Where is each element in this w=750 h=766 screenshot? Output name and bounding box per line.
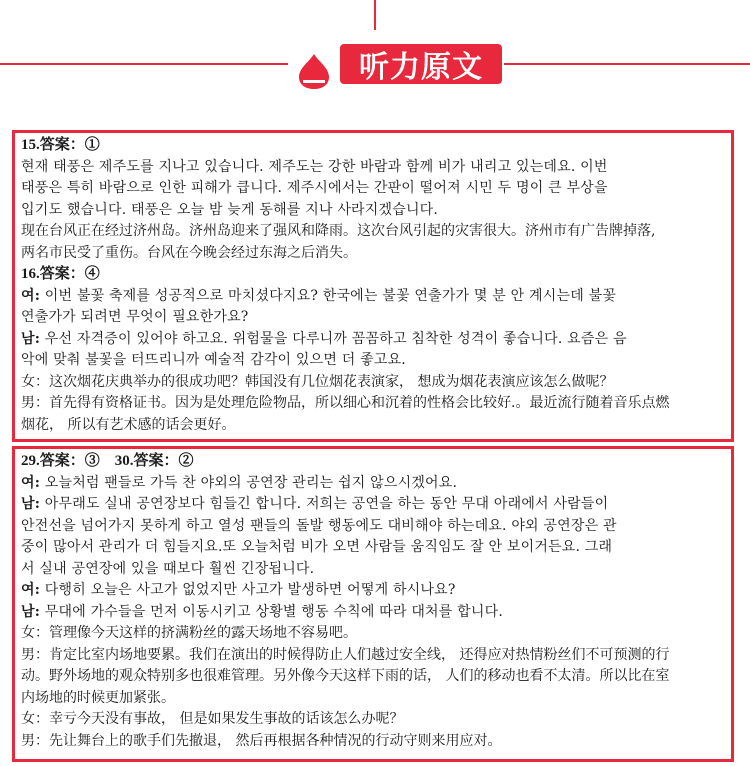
text-line: [21, 494, 725, 516]
text-line: 内场地的时候更加紧张。: [21, 689, 175, 706]
text-line: 연출가가 되려면 무엇이 필요한가요?: [21, 309, 249, 325]
text-line: 현재 태풍은 제주도를 지나고 있습니다. 제주도는 강한 바람과 함께 비가 내리고 있는데요. 이번: [21, 158, 608, 175]
text-line: 两名市民受了重伤。台风在今晚会经过东海之后消失。: [21, 244, 357, 261]
text-line: 악에 맞춰 불꽃을 터뜨리니까 예술적 감각이 있으면 더 좋고요.: [21, 352, 406, 368]
answer-label-29-30: 29.答案：③ 30.答案：②: [21, 453, 194, 469]
speech-text: 오늘처럼 팬들로 가득 찬 야외의 공연장 관리는 쉽지 않으시겠어요.: [40, 474, 458, 491]
transcript-box-2: [12, 446, 734, 762]
text-line: 서 실내 공연장에 있을 때보다 훨씬 긴장됩니다.: [21, 560, 315, 577]
text-line: 动。野外场地的观众特别多也很难管理。另外像今天这样下雨的话， 人们的移动也看不太清。所以比在室: [21, 668, 670, 684]
text-line: 烟花， 所以有艺术感的话会更好。: [21, 416, 236, 433]
section-header: [0, 30, 750, 98]
speech-text: 무대에 가수들을 먼저 이동시키고 상황별 행동 수칙에 따라 대처를 합니다.: [40, 603, 503, 620]
speaker-label: 남:: [21, 496, 41, 512]
text-line: [21, 329, 725, 351]
speech-text: 다행히 오늘은 사고가 없었지만 사고가 발생하면 어떻게 하시나요?: [40, 582, 456, 598]
text-line: 男：首先得有资格证书。因为是处理危险物品，所以细心和沉着的性格会比较好.。最近流行随着音乐点燃: [21, 395, 670, 411]
speaker-label: 여:: [21, 582, 41, 598]
text-line: [21, 580, 725, 602]
text-line: 女：幸亏今天没有事故， 但是如果发生事故的话该怎么办呢？: [21, 711, 404, 727]
text-line: 女：管理像今天这样的挤满粉丝的露天场地不容易吧。: [21, 625, 357, 641]
speaker-label: 남:: [21, 603, 41, 620]
speech-text: 아무래도 실내 공연장보다 힘들긴 합니다. 저희는 공연을 하는 동안 무대 아래에서 사람들이: [40, 496, 609, 512]
text-line: 태풍은 특히 바람으로 인한 피해가 큽니다. 제주시에서는 간판이 떨어져 시민 두 명이 큰 부상을: [21, 180, 608, 196]
text-line: 입기도 했습니다. 태풍은 오늘 밤 늦게 동해를 지나 사라지겠습니다.: [21, 201, 439, 218]
text-line: 男：肯定比室内场地要累。我们在演出的时候得防止人们越过安全线， 还得应对热情粉丝们不可预测的行: [21, 646, 670, 663]
answer-label-15: 15.答案：①: [21, 137, 100, 153]
transcript-box-1: [12, 130, 734, 442]
speaker-label: 남:: [21, 330, 41, 347]
answer-label-16: 16.答案：④: [21, 266, 100, 282]
top-divider-line: [374, 0, 376, 30]
header-rule-left: [0, 63, 288, 65]
header-rule-right: [504, 63, 750, 65]
text-line: 중이 많아서 관리가 더 힘들지요.또 오늘처럼 비가 오면 사람들 움직임도 잘 안 보이거든요. 그래: [21, 539, 613, 555]
text-line: 男：先让舞台上的歌手们先撤退， 然后再根据各种情况的行动守则来用应对。: [21, 732, 502, 749]
speaker-label: 여:: [21, 474, 41, 491]
speech-text: 이번 불꽃 축제를 성공적으로 마치셨다지요? 한국에는 불꽃 연출가가 몇 분 안 계시는데 불꽃: [40, 287, 617, 304]
text-line: 女：这次烟花庆典举办的很成功吧？韩国没有几位烟花表演家， 想成为烟花表演应该怎么做呢？: [21, 373, 614, 390]
text-line: [21, 473, 725, 495]
text-line: [21, 602, 725, 624]
speaker-label: 여:: [21, 287, 41, 304]
text-line: [21, 286, 725, 308]
text-line: 안전선을 넘어가지 못하게 하고 열성 팬들의 돌발 행동에도 대비해야 하는데요. 야외 공연장은 관: [21, 517, 617, 534]
text-line: 现在台风正在经过济州岛。济州岛迎来了强风和降雨。这次台风引起的灾害很大。济州市有广告牌掉落,: [21, 223, 656, 239]
speech-text: 우선 자격증이 있어야 하고요. 위험물을 다루니까 꼼꼼하고 침착한 성격이 좋습니다. 요즘은 음: [40, 330, 627, 347]
drop-icon: [295, 52, 333, 90]
page-title: 听力原文: [340, 44, 502, 84]
